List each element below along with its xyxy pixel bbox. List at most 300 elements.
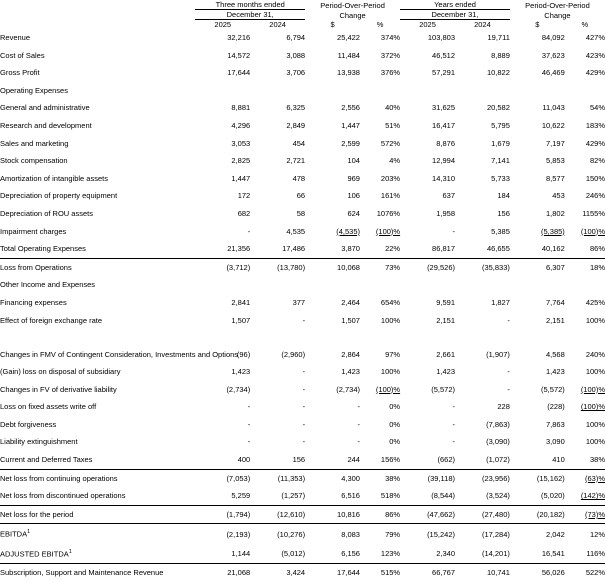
cell-q-change-pct: 97%: [385, 349, 401, 359]
header-subgroup-row: [0, 10, 605, 20]
table-row: [0, 170, 605, 188]
table-body: [0, 29, 605, 581]
cell-y-change-dollar: (5,020): [541, 491, 565, 501]
header-spacer: [0, 0, 195, 10]
cell-y-change-pct: 429%: [585, 68, 605, 78]
cell-y-change-pct: 100%: [585, 437, 605, 447]
table-row: [0, 451, 605, 469]
cell-y-change-dollar: 84,092: [541, 33, 565, 42]
row-label: Other Income and Expenses: [0, 280, 96, 290]
cell-y-change-pct: 100%: [585, 315, 605, 325]
cell-y-change-pct: [565, 82, 605, 100]
table-row: [0, 47, 605, 65]
cell-y-change-dollar: [510, 223, 565, 241]
cell-y-2024: 8,889: [491, 50, 510, 60]
cell-y-2024: 1,679: [491, 138, 510, 148]
cell-q-2024: (5,012): [281, 549, 306, 559]
cell-y-change-pct: [565, 487, 605, 505]
cell-q-2024: (1,257): [281, 491, 306, 501]
cell-q-change-dollar: 244: [347, 455, 360, 465]
cell-q-change-pct: 73%: [360, 258, 400, 276]
underlined-value: (5,385): [541, 226, 565, 236]
row-label: Stock compensation: [0, 156, 68, 166]
cell-y-2025: 2,340: [436, 549, 455, 559]
cell-q-2025: -: [247, 226, 251, 236]
cell-q-2025: (1,794): [195, 505, 250, 524]
cell-y-change-dollar: 37,623: [541, 50, 565, 60]
cell-y-2025: 31,625: [432, 103, 455, 113]
cell-y-2025: (29,526): [400, 258, 455, 276]
cell-q-change-dollar: -: [357, 419, 360, 429]
cell-q-2025: 32,216: [227, 33, 251, 42]
cell-q-change-pct: 1076%: [376, 208, 401, 218]
cell-y-change-dollar: (15,162): [510, 469, 565, 487]
cell-q-2024: (10,276): [250, 524, 305, 544]
cell-q-2024: [250, 82, 305, 100]
cell-q-2025: 3,053: [231, 138, 251, 148]
cell-y-2024: -: [507, 367, 510, 377]
cell-y-change-pct: [565, 381, 605, 399]
cell-y-2024: (27,480): [455, 505, 510, 524]
cell-q-2025: 682: [237, 208, 251, 218]
cell-q-2025: 1,144: [231, 549, 251, 559]
header-december-31-y: December 31,: [400, 10, 510, 20]
cell-q-change-pct: [360, 223, 400, 241]
cell-q-change-pct: 0%: [389, 402, 401, 412]
table-row: [0, 294, 605, 312]
row-label: Effect of foreign exchange rate: [0, 315, 103, 325]
cell-q-2025: 1,507: [231, 315, 251, 325]
cell-y-2025: -: [452, 226, 455, 236]
table-row: [0, 469, 605, 487]
row-label: Net loss from discontinued operations: [0, 491, 126, 501]
header-column-row: [0, 20, 605, 30]
row-label: Liability extinguishment: [0, 437, 78, 447]
table-row: [0, 381, 605, 399]
cell-y-change-pct: 429%: [585, 138, 605, 148]
row-label: Amortization of intangible assets: [0, 173, 108, 183]
table-row: [0, 258, 605, 276]
cell-q-change-dollar: 17,644: [305, 563, 360, 581]
cell-y-change-pct: 427%: [585, 33, 605, 42]
header-years-ended: Years ended: [400, 0, 510, 10]
row-label: Debt forgiveness: [0, 419, 57, 429]
table-row: [0, 329, 605, 363]
cell-y-change-pct: 116%: [586, 549, 605, 559]
cell-y-change-pct: 183%: [585, 120, 605, 130]
cell-y-2025: 86,817: [432, 244, 455, 254]
cell-q-2025: -: [247, 402, 251, 412]
header-pop-change-year: Period-Over-Period: [525, 0, 590, 10]
cell-q-change-pct: [360, 276, 400, 294]
cell-y-change-pct: [565, 505, 605, 524]
cell-q-change-dollar: 106: [347, 191, 360, 201]
underlined-value: (100)%: [375, 384, 401, 394]
cell-q-2025: 2,841: [231, 297, 251, 307]
cell-q-change-pct: [360, 381, 400, 399]
cell-q-2025: 172: [237, 191, 251, 201]
cell-q-2025: (3,712): [195, 258, 250, 276]
row-label: Changes in FV of derivative liability: [0, 384, 117, 394]
cell-y-2024: [455, 276, 510, 294]
table-row: [0, 505, 605, 524]
cell-y-change-dollar: 2,151: [546, 315, 565, 325]
cell-y-change-pct: 100%: [585, 367, 605, 377]
cell-y-2025: 16,417: [432, 120, 455, 130]
row-label: Loss on fixed assets write off: [0, 402, 97, 412]
table-row: [0, 152, 605, 170]
cell-y-change-pct: 38%: [589, 455, 605, 465]
cell-q-change-dollar: 10,068: [305, 258, 360, 276]
cell-y-2025: (662): [437, 455, 455, 465]
cell-q-change-dollar: 969: [347, 173, 360, 183]
cell-q-change-pct: 123%: [380, 549, 401, 559]
row-label: Sales and marketing: [0, 138, 69, 148]
cell-y-change-dollar: 453: [552, 191, 565, 201]
row-label: EBITDA$^1$: [0, 524, 195, 544]
cell-q-change-dollar: 2,599: [341, 138, 360, 148]
cell-y-2024: 184: [497, 191, 510, 201]
cell-y-change-dollar: 10,622: [541, 120, 565, 130]
cell-y-2025: [400, 82, 455, 100]
cell-q-change-pct: 161%: [380, 191, 401, 201]
cell-y-2024: 228: [497, 402, 510, 412]
row-label: Total Operating Expenses: [0, 244, 86, 254]
cell-y-change-pct: 522%: [565, 563, 605, 581]
cell-q-change-dollar: 1,507: [341, 315, 360, 325]
cell-q-change-pct: 0%: [389, 419, 401, 429]
header-group-row: [0, 0, 605, 10]
cell-y-change-dollar: [510, 276, 565, 294]
underlined-value: (100)%: [580, 384, 605, 394]
cell-q-2025: 5,259: [231, 491, 251, 501]
cell-q-2025: 21,068: [195, 563, 250, 581]
cell-q-2024: (2,960): [281, 349, 306, 359]
table-row: [0, 363, 605, 381]
cell-y-2024: 5,795: [491, 120, 510, 130]
header-col-pct-q: %: [376, 20, 384, 29]
table-row: [0, 117, 605, 135]
row-label: ADJUSTED EBITDA$^1$: [0, 548, 72, 559]
cell-q-2024: 6,325: [286, 103, 306, 113]
cell-q-change-pct: 0%: [389, 437, 401, 447]
cell-q-change-dollar: 8,083: [305, 524, 360, 544]
cell-y-change-dollar: 1,802: [546, 208, 565, 218]
cell-y-change-dollar: 410: [552, 455, 565, 465]
table-row: [0, 524, 605, 544]
cell-y-2025: -: [452, 437, 455, 447]
cell-q-2025: [195, 276, 250, 294]
cell-q-change-pct: 156%: [380, 455, 401, 465]
footnote-marker: 1: [27, 529, 31, 536]
cell-y-2025: 8,876: [436, 138, 455, 148]
cell-q-change-dollar: 2,556: [341, 103, 360, 113]
header-change-label-y: Change: [544, 10, 571, 20]
cell-q-change-pct: 515%: [360, 563, 400, 581]
row-label: Net loss from continuing operations: [0, 469, 195, 487]
row-label: Research and development: [0, 120, 92, 130]
row-label: Operating Expenses: [0, 85, 68, 95]
cell-y-change-dollar: [510, 82, 565, 100]
cell-q-change-dollar: [305, 276, 360, 294]
cell-y-2024: 19,711: [487, 33, 510, 42]
cell-q-change-pct: 4%: [389, 156, 401, 166]
row-label: Cost of Sales: [0, 50, 45, 60]
cell-y-2024: -: [507, 315, 510, 325]
cell-y-2024: 10,822: [486, 68, 510, 78]
cell-y-change-pct: [565, 469, 605, 487]
cell-y-2025: 14,310: [432, 173, 455, 183]
table-row: [0, 398, 605, 416]
underlined-value: (63)%: [584, 473, 605, 483]
cell-y-change-pct: 425%: [585, 297, 605, 307]
cell-y-2025: 12,994: [432, 156, 455, 166]
cell-y-2025: 637: [442, 191, 455, 201]
cell-y-2024: 5,733: [491, 173, 510, 183]
header-col-dollar-q: $: [330, 20, 335, 29]
cell-y-change-dollar: 1,423: [546, 367, 565, 377]
cell-y-change-pct: 150%: [585, 173, 605, 183]
cell-q-change-dollar: -: [357, 437, 360, 447]
cell-q-change-pct: [360, 82, 400, 100]
table-row: [0, 187, 605, 205]
cell-y-change-dollar: 16,541: [541, 549, 565, 559]
cell-q-2025: (96): [236, 349, 251, 359]
cell-q-2024: -: [302, 402, 306, 412]
cell-q-2024: -: [302, 437, 306, 447]
header-col-2025-q: 2025: [214, 20, 232, 29]
cell-q-change-pct: 22%: [385, 244, 401, 254]
cell-y-2024: 46,655: [486, 244, 510, 254]
table-row: [0, 99, 605, 117]
cell-q-2025: (2,193): [195, 524, 250, 544]
cell-q-change-pct: 100%: [380, 315, 401, 325]
cell-q-2025: 17,644: [227, 68, 251, 78]
cell-q-change-dollar: 3,870: [341, 244, 360, 254]
cell-q-2024: 3,706: [286, 68, 306, 78]
cell-y-change-pct: 86%: [589, 244, 605, 254]
cell-y-2024: 1,827: [491, 297, 510, 307]
cell-y-change-pct: 423%: [585, 50, 605, 60]
cell-y-change-dollar: 11,043: [542, 103, 565, 113]
row-label: Gross Profit: [0, 68, 40, 78]
table-row: [0, 416, 605, 434]
cell-q-change-dollar: 6,516: [341, 491, 360, 501]
cell-y-change-pct: 82%: [589, 156, 605, 166]
cell-q-2024: 4,535: [286, 226, 306, 236]
cell-y-2025: 2,661: [436, 349, 455, 359]
underlined-value: (73)%: [584, 509, 605, 519]
cell-y-change-dollar: (5,572): [541, 384, 565, 394]
cell-y-change-pct: 246%: [585, 191, 605, 201]
cell-y-2024: (3,524): [486, 491, 510, 501]
cell-y-2025: 2,151: [436, 315, 455, 325]
header-spacer-2: [0, 10, 195, 20]
table-row: [0, 312, 605, 330]
cell-q-2025: (7,053): [195, 469, 250, 487]
cell-y-change-pct: 18%: [565, 258, 605, 276]
cell-y-change-dollar: 46,469: [541, 68, 565, 78]
cell-y-change-dollar: (228): [547, 402, 565, 412]
row-label: Impairment charges: [0, 226, 67, 236]
cell-q-change-dollar: 1,447: [341, 120, 360, 130]
cell-q-2024: 156: [292, 455, 306, 465]
header-col-2024-y: 2024: [474, 20, 491, 29]
footnote-marker: 1: [68, 548, 72, 555]
cell-q-2024: 3,424: [250, 563, 305, 581]
table-row: [0, 433, 605, 451]
table-row: [0, 563, 605, 581]
cell-y-change-dollar: 6,307: [510, 258, 565, 276]
table-row: [0, 276, 605, 294]
underlined-value: (100)%: [580, 226, 605, 236]
cell-q-2024: -: [302, 419, 306, 429]
cell-q-2025: 1,447: [231, 173, 251, 183]
header-col-2025-y: 2025: [419, 20, 436, 29]
cell-y-2024: (23,956): [455, 469, 510, 487]
cell-y-2025: (5,572): [431, 384, 455, 394]
cell-q-change-pct: 372%: [380, 50, 401, 60]
cell-y-2024: (3,090): [486, 437, 510, 447]
cell-q-change-pct: 374%: [380, 33, 401, 42]
cell-y-2024: (1,072): [486, 455, 510, 465]
cell-q-2025: 8,881: [231, 103, 251, 113]
underlined-value: (100)%: [375, 226, 401, 236]
cell-q-change-pct: 51%: [385, 120, 401, 130]
table-row: [0, 544, 605, 564]
cell-q-2025: -: [247, 419, 251, 429]
cell-y-change-dollar: 4,568: [546, 349, 565, 359]
header-three-months-ended: Three months ended: [195, 0, 305, 10]
cell-y-2024: 156: [497, 208, 510, 218]
table-row: [0, 29, 605, 47]
underlined-value: (142)%: [580, 491, 605, 501]
cell-y-change-pct: [565, 398, 605, 416]
row-label: Financing expenses: [0, 297, 67, 307]
cell-q-2025: -: [247, 437, 251, 447]
cell-y-change-dollar: 7,764: [546, 297, 565, 307]
cell-y-2025: 1,958: [436, 208, 455, 218]
cell-y-2025: 46,512: [432, 50, 455, 60]
cell-q-change-dollar: [305, 223, 360, 241]
cell-y-2024: (1,907): [486, 349, 510, 359]
underlined-value: (4,535): [336, 226, 360, 236]
cell-q-change-dollar: [305, 82, 360, 100]
cell-q-change-pct: 100%: [380, 367, 401, 377]
row-label: (Gain) loss on disposal of subsidiary: [0, 367, 121, 377]
cell-y-2025: 103,803: [427, 33, 455, 42]
cell-q-2024: (11,353): [250, 469, 305, 487]
cell-y-change-dollar: 2,042: [510, 524, 565, 544]
cell-q-2024: (12,610): [250, 505, 305, 524]
header-december-31-q: December 31,: [195, 10, 305, 20]
cell-q-2024: -: [302, 384, 306, 394]
header-col-pct-y: %: [581, 20, 589, 29]
header-col-dollar-y: $: [535, 20, 540, 29]
underlined-value: (100)%: [580, 402, 605, 412]
cell-q-2024: -: [302, 315, 306, 325]
cell-q-change-dollar: 13,938: [337, 68, 360, 78]
cell-q-2024: 2,849: [286, 120, 306, 130]
cell-y-change-pct: 12%: [565, 524, 605, 544]
cell-y-change-dollar: 5,853: [546, 156, 565, 166]
row-label: Subscription, Support and Maintenance Revenue: [0, 563, 195, 581]
cell-y-change-pct: 100%: [585, 419, 605, 429]
cell-y-2025: 57,291: [432, 68, 455, 78]
row-label: Net loss for the period: [0, 505, 195, 524]
cell-q-change-pct: 572%: [380, 138, 401, 148]
cell-q-change-pct: 203%: [380, 173, 401, 183]
cell-q-2024: 2,721: [286, 156, 306, 166]
cell-q-change-dollar: 6,156: [341, 549, 360, 559]
cell-q-2024: 6,794: [286, 33, 306, 42]
cell-y-change-pct: [565, 223, 605, 241]
row-label: Changes in FMV of Contingent Consideration, Investments and Options: [0, 349, 239, 359]
cell-q-change-dollar: 104: [347, 156, 360, 166]
cell-y-2024: 5,385: [491, 226, 510, 236]
cell-y-2024: [455, 82, 510, 100]
cell-y-change-dollar: 8,577: [546, 173, 565, 183]
cell-q-change-dollar: 10,816: [305, 505, 360, 524]
cell-y-2025: (15,242): [400, 524, 455, 544]
cell-q-2024: 3,088: [286, 50, 306, 60]
cell-q-2025: (2,734): [226, 384, 251, 394]
cell-y-change-pct: 1155%: [582, 208, 605, 218]
cell-q-2025: [195, 82, 250, 100]
cell-q-change-dollar: 2,864: [341, 349, 360, 359]
cell-q-change-dollar: 1,423: [341, 367, 360, 377]
cell-q-2025: 21,356: [227, 244, 251, 254]
cell-y-change-dollar: 7,197: [546, 138, 565, 148]
cell-q-change-pct: 86%: [360, 505, 400, 524]
table-row: [0, 240, 605, 258]
cell-y-change-dollar: (20,182): [510, 505, 565, 524]
cell-y-2025: 1,423: [436, 367, 455, 377]
row-label: General and administrative: [0, 103, 90, 113]
cell-y-change-dollar: 7,863: [546, 419, 565, 429]
cell-q-2024: 66: [296, 191, 306, 201]
cell-y-change-pct: [565, 276, 605, 294]
cell-q-2025: 400: [237, 455, 251, 465]
header-pop-change-quarter: Period-Over-Period: [320, 0, 385, 10]
cell-q-change-pct: 376%: [380, 68, 401, 78]
cell-y-2025: 66,767: [400, 563, 455, 581]
cell-y-2025: [400, 276, 455, 294]
cell-y-2024: -: [507, 384, 510, 394]
cell-q-change-pct: 518%: [380, 491, 401, 501]
cell-y-2025: -: [452, 402, 455, 412]
cell-q-change-pct: 38%: [360, 469, 400, 487]
cell-y-2025: (39,118): [400, 469, 455, 487]
table-row: [0, 82, 605, 100]
cell-y-change-pct: 54%: [589, 103, 605, 113]
cell-q-change-dollar: 25,422: [337, 33, 360, 42]
row-label: Revenue: [0, 33, 31, 42]
cell-y-2024: 7,141: [491, 156, 510, 166]
table-row: [0, 135, 605, 153]
cell-y-2024: (14,201): [481, 549, 510, 559]
cell-y-2025: (47,662): [400, 505, 455, 524]
table-row: [0, 64, 605, 82]
row-label: Depreciation of property equipment: [0, 191, 118, 201]
cell-q-change-dollar: 624: [347, 208, 360, 218]
cell-y-2025: (8,544): [431, 491, 455, 501]
cell-q-2024: 58: [296, 208, 306, 218]
cell-q-2024: 478: [292, 173, 306, 183]
cell-y-2024: (35,833): [455, 258, 510, 276]
header-change-label-q: Change: [339, 10, 366, 20]
cell-y-2024: (7,863): [486, 419, 510, 429]
